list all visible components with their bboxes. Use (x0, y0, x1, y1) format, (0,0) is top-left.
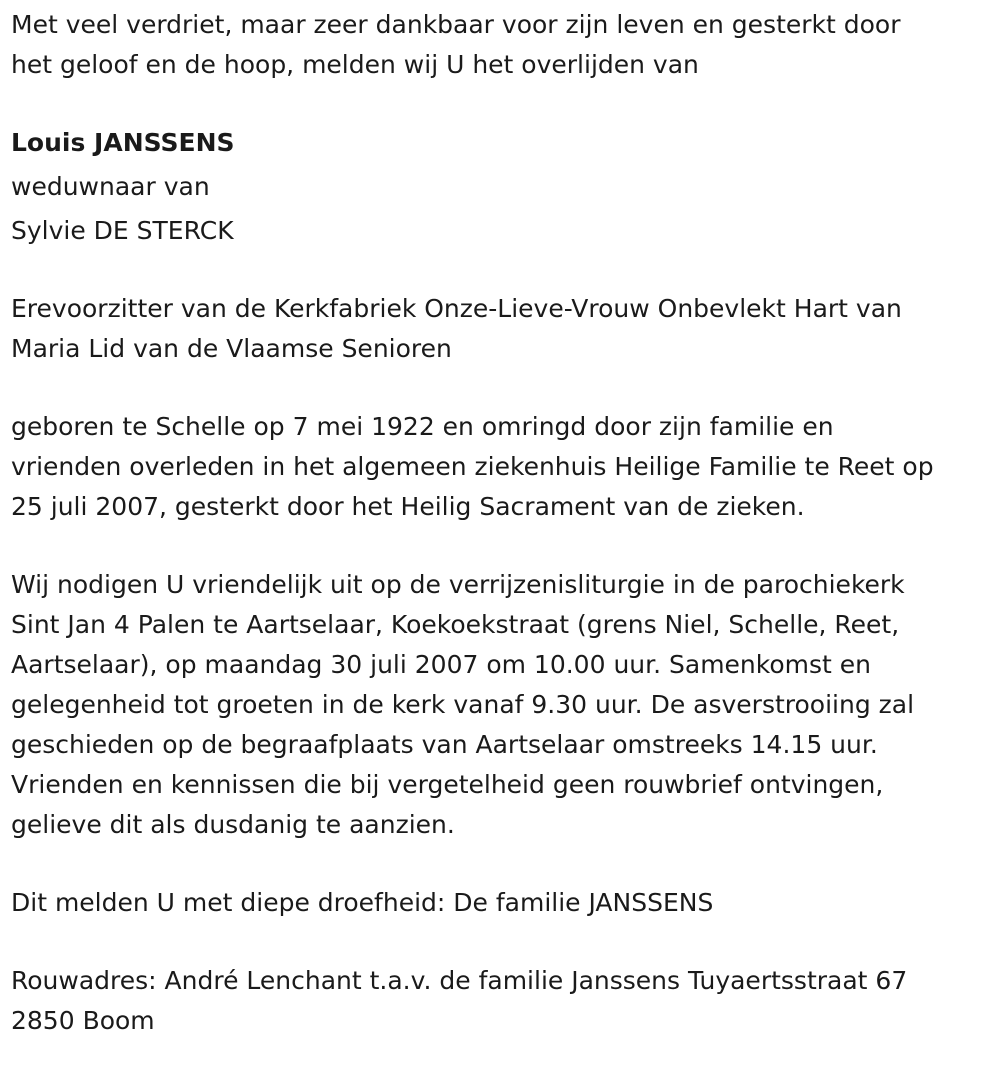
life-line: vrienden overleden in het algemeen ziekenhuis Heilige Familie te Reet op (11, 452, 934, 481)
service-line: gelieve dit als dusdanig te aanzien. (11, 810, 455, 839)
service-line: Sint Jan 4 Palen te Aartselaar, Koekoekstraat (grens Niel, Schelle, Reet, (11, 610, 900, 639)
address-line: Rouwadres: André Lenchant t.a.v. de familie Janssens Tuyaertsstraat 67 (11, 966, 908, 995)
spacer (11, 85, 1000, 123)
intro-line: Met veel verdriet, maar zeer dankbaar voor zijn leven en gesterkt door (11, 10, 901, 39)
deceased-name: Louis JANSSENS (11, 128, 235, 157)
spacer (11, 369, 1000, 407)
service-line: Aartselaar), op maandag 30 juli 2007 om 10.00 uur. Samenkomst en (11, 650, 872, 679)
life-line: 25 juli 2007, gesterkt door het Heilig Sacrament van de zieken. (11, 492, 805, 521)
deceased-relation: weduwnaar van (11, 172, 210, 201)
service-line: Wij nodigen U vriendelijk uit op de verrijzenisliturgie in de parochiekerk (11, 570, 905, 599)
spacer (11, 923, 1000, 961)
address-paragraph (11, 961, 1000, 1041)
spouse-name: Sylvie DE STERCK (11, 216, 234, 245)
spacer (11, 527, 1000, 565)
closing-paragraph (11, 883, 1000, 923)
service-line: gelegenheid tot groeten in de kerk vanaf 9.30 uur. De asverstrooiing zal (11, 690, 915, 719)
deceased-block (11, 123, 1000, 251)
life-paragraph (11, 407, 1000, 527)
intro-line: het geloof en de hoop, melden wij U het overlijden van (11, 50, 699, 79)
titles-line: Erevoorzitter van de Kerkfabriek Onze-Lieve-Vrouw Onbevlekt Hart van (11, 294, 902, 323)
life-line: geboren te Schelle op 7 mei 1922 en omringd door zijn familie en (11, 412, 834, 441)
service-line: geschieden op de begraafplaats van Aartselaar omstreeks 14.15 uur. (11, 730, 878, 759)
service-line: Vrienden en kennissen die bij vergetelheid geen rouwbrief ontvingen, (11, 770, 884, 799)
intro-paragraph (11, 5, 1000, 85)
titles-line: Maria Lid van de Vlaamse Senioren (11, 334, 452, 363)
spacer (11, 845, 1000, 883)
service-paragraph (11, 565, 1000, 845)
closing-line: Dit melden U met diepe droefheid: De familie JANSSENS (11, 888, 714, 917)
titles-paragraph (11, 289, 1000, 369)
spacer (11, 251, 1000, 289)
address-line: 2850 Boom (11, 1006, 155, 1035)
